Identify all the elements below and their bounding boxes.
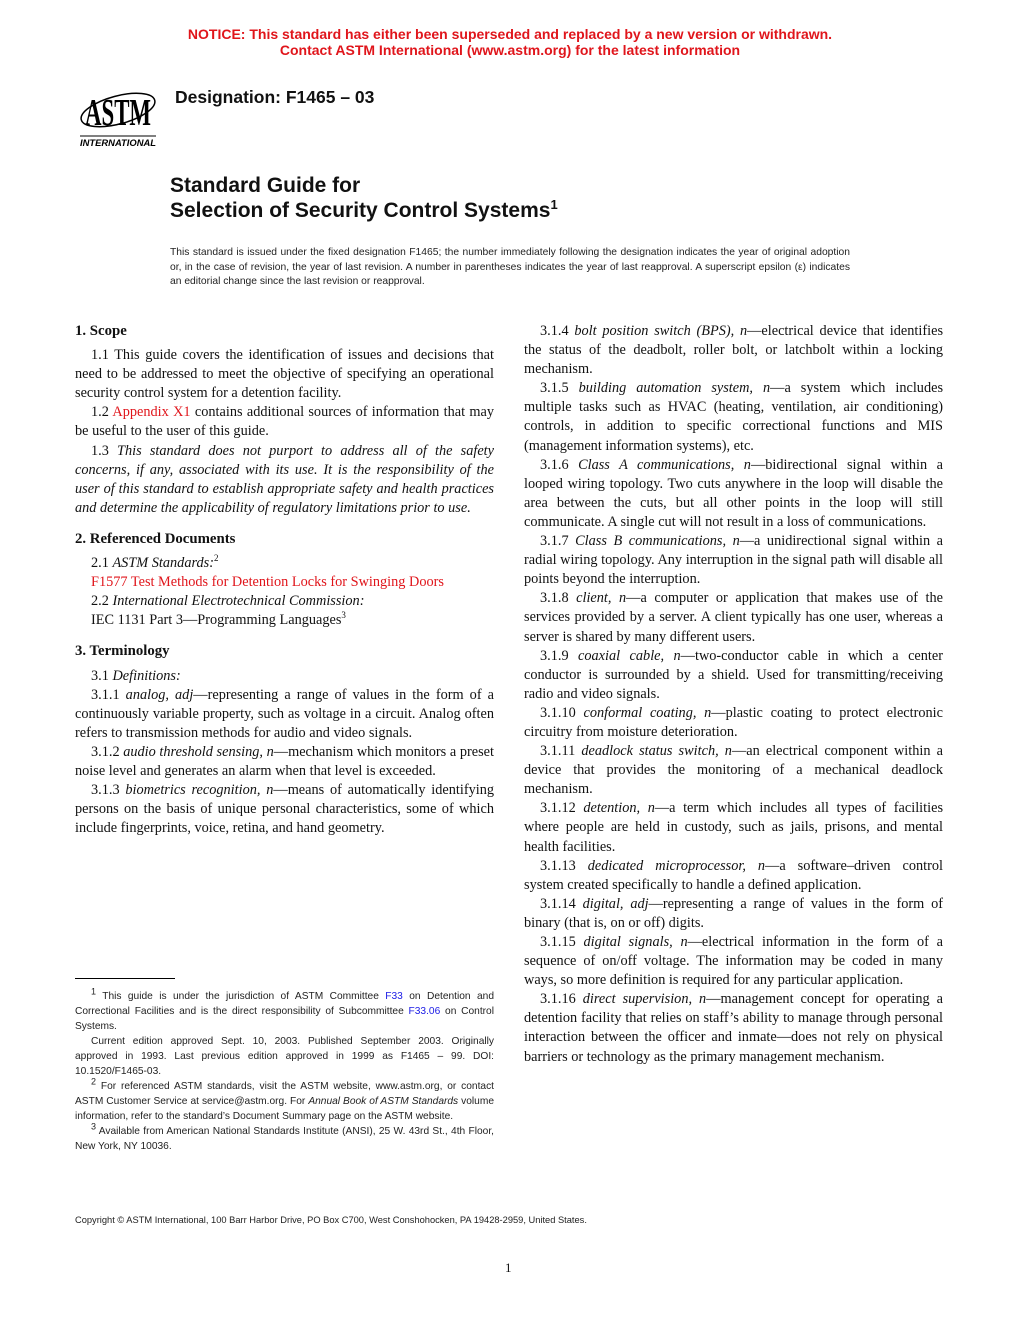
paragraph [524, 456, 943, 532]
italic-text: building automation system, n [578, 380, 771, 397]
footnotes [75, 986, 495, 1154]
svg-text:ASTM: ASTM [85, 92, 151, 134]
paragraph [524, 704, 943, 742]
text-segment: 1.2 [91, 404, 113, 421]
right-column [524, 322, 943, 1067]
paragraph [524, 799, 943, 856]
italic-text: deadlock status switch, n [581, 743, 732, 760]
reference-link[interactable]: F33.06 [408, 1006, 441, 1017]
text-segment: —a software–driven control system created specifically to handle a defined application. [524, 857, 944, 893]
text-segment: 1. Scope [75, 323, 127, 339]
text-segment: —management concept for operating a detention facility that relies on staff’s ability to manage through personal interaction between the officer and inmate—does not rely on physical barriers or technology as the primary management mechanism. [524, 991, 943, 1065]
paragraph [75, 554, 494, 573]
section-heading [75, 530, 494, 549]
paragraph [75, 442, 494, 518]
paragraph [75, 686, 494, 743]
text-segment: 2. Referenced Documents [75, 530, 236, 547]
paragraph [524, 895, 943, 933]
title-line-1: Standard Guide for [170, 174, 361, 197]
paragraph [75, 667, 494, 686]
italic-text: Definitions: [112, 667, 181, 684]
italic-text: dedicated microprocessor, n [587, 857, 766, 874]
paragraph [524, 857, 943, 895]
italic-text: audio threshold sensing, n [123, 743, 274, 760]
left-column [75, 322, 494, 838]
paragraph [524, 379, 943, 455]
paragraph [75, 592, 494, 611]
text-segment: 1.3 [91, 442, 118, 459]
paragraph [75, 781, 494, 838]
paragraph [524, 589, 943, 646]
astm-logo-icon [76, 80, 160, 150]
text-segment: 2.1 [91, 555, 113, 572]
notice-line-1: NOTICE: This standard has either been superseded and replaced by a new version or withdrawn. [187, 26, 833, 42]
italic-text: direct supervision, n [582, 991, 707, 1008]
footnote-ref[interactable]: 3 [91, 1121, 97, 1132]
reference-link[interactable]: Appendix X1 [112, 404, 191, 421]
text-segment: 3.1.7 [540, 533, 576, 550]
designation: Designation: F1465 – 03 [175, 87, 375, 107]
text-segment: volume information, refer to the standard’s Document Summary page on the ASTM website. [75, 1096, 495, 1122]
text-segment: 3.1.10 [540, 704, 584, 721]
italic-text: biometrics recognition, n [125, 782, 274, 799]
footnote [75, 1076, 495, 1124]
paragraph [524, 742, 943, 799]
footnote-ref[interactable]: 2 [214, 553, 219, 564]
copyright: Copyright © ASTM International, 100 Barr Harbor Drive, PO Box C700, West Conshohocken, PA 19428-2959, United States. [75, 1215, 587, 1225]
section-heading [75, 642, 494, 661]
withdrawal-notice [0, 26, 1020, 58]
text-segment: —mechanism which monitors a preset noise level and generates an alarm when that level is exceeded. [75, 743, 494, 779]
paragraph [75, 743, 494, 781]
text-segment: —two-conductor cable in which a center conductor is surrounded by a shield. Used for transmitting/receiving radio and video signals. [524, 647, 943, 702]
footnote [75, 1034, 494, 1079]
notice-line-2: Contact ASTM International (www.astm.org) for the latest information [279, 42, 741, 58]
text-segment: —an electrical component within a device that provides the monitoring of a mechanical deadlock mechanism. [524, 743, 943, 798]
reference-link[interactable]: F33 [385, 991, 403, 1002]
italic-text: bolt position switch (BPS), n [574, 323, 748, 339]
footnote [75, 1121, 494, 1154]
footnote-ref[interactable]: 3 [341, 610, 346, 621]
text-segment: 1.1 This guide covers the identification of issues and decisions that need to be addressed to meet the objective of specifying an operational security control system for a detention facility. [75, 347, 494, 402]
italic-text: coaxial cable, n [578, 647, 681, 664]
paragraph [524, 990, 943, 1066]
text-segment: on Control Systems. [75, 1006, 494, 1032]
text-segment: 3.1 [91, 667, 113, 684]
reference-item [91, 573, 494, 592]
paragraph [75, 403, 494, 441]
text-segment: 3.1.3 [91, 782, 126, 799]
text-segment: 3.1.14 [540, 895, 583, 912]
text-segment: —a computer or application that makes use of the services provided by a server. A client typically has one user, whereas a server is shared by many different users. [524, 590, 943, 645]
text-segment: —representing a range of values in the form of a continuously variable property, such as voltage in a circuit. Analog often refers to transmission methods for audio and video signals. [75, 686, 494, 741]
italic-text: digital, adj [582, 895, 649, 912]
italic-text: conformal coating, n [583, 704, 712, 721]
text-segment: 3.1.6 [540, 456, 579, 473]
paragraph [524, 322, 943, 379]
text-segment: 3.1.11 [540, 743, 582, 760]
text-segment: —a unidirectional signal within a radial wiring topology. Any interruption in the signal path will disable all points beyond the interruption. [524, 533, 943, 588]
italic-text: Class B communications, n [575, 533, 740, 550]
text-segment: —means of automatically identifying persons on the basis of unique personal characteristics, some of which include fingerprints, voice, retina, and hand geometry. [75, 782, 494, 837]
title-footnote-ref[interactable]: 1 [550, 197, 558, 212]
text-segment: IEC 1131 Part 3—Programming Languages [91, 612, 342, 629]
text-segment: 3.1.1 [91, 686, 126, 703]
text-segment: —a system which includes multiple tasks such as HVAC (heating, ventilation, air conditioning) controls, in addition to specific correctional functions and MIS (management information systems), etc. [524, 380, 944, 454]
italic-text: Annual Book of ASTM Standards [308, 1096, 459, 1107]
footnote [75, 986, 494, 1034]
text-segment: Current edition approved Sept. 10, 2003. Published September 2003. Originally approved in 1993. Last previous edition approved in 1999 as F1465 – 99. DOI: 10.1520/F1465-03. [75, 1036, 494, 1077]
text-segment: —bidirectional signal within a looped wiring topology. Two cuts anywhere in the loop will disable the area between the cuts, but all other points in the loop will still communicate. A single cut will not result in a loss of communications. [524, 456, 943, 530]
text-segment: contains additional sources of information that may be useful to the user of this guide. [75, 404, 494, 440]
italic-text: detention, n [583, 800, 655, 817]
text-segment: 3.1.15 [540, 934, 584, 950]
text-segment: —electrical information in the form of a sequence of on/off voltage. The information may be coded in many ways, so more definition is required for any particular application. [524, 934, 943, 989]
text-segment: 3.1.5 [540, 380, 579, 397]
reference-link[interactable]: F1577 Test Methods for Detention Locks for Swinging Doors [91, 574, 444, 591]
text-segment: 3.1.4 [540, 323, 575, 339]
paragraph [524, 647, 943, 704]
paragraph [524, 532, 943, 589]
paragraph [524, 933, 943, 990]
italic-text: International Electrotechnical Commission: [112, 593, 365, 610]
text-segment: 3.1.16 [540, 991, 583, 1008]
italic-text: client, n [576, 590, 627, 607]
text-segment: For referenced ASTM standards, visit the ASTM website, www.astm.org, or contact ASTM Customer Service at service@astm.org. For [75, 1081, 494, 1107]
text-segment: Available from American National Standards Institute (ANSI), 25 W. 43rd St., 4th Floor, New York, NY 10036. [75, 1126, 494, 1152]
italic-text: analog, adj [125, 686, 194, 703]
astm-logo [76, 80, 160, 150]
paragraph [75, 611, 494, 630]
text-segment: 3. Terminology [75, 643, 170, 660]
text-segment: This guide is under the jurisdiction of ASTM Committee [96, 991, 386, 1002]
paragraph [75, 346, 494, 403]
text-segment: —electrical device that identifies the status of the deadbolt, roller bolt, or latchbolt within a locking mechanism. [524, 323, 944, 378]
italic-text: ASTM Standards: [112, 555, 214, 572]
italic-text: This standard does not purport to address all of the safety concerns, if any, associated with its use. It is the responsibility of the user of this standard to establish appropriate safety and health practices and determine the applicability of regulatory limitations prior to use. [75, 442, 494, 516]
text-segment: —plastic coating to protect electronic circuitry from moisture deterioration. [524, 704, 944, 740]
footnote-ref[interactable]: 1 [91, 986, 97, 997]
text-segment: 3.1.13 [540, 857, 588, 874]
section-heading [75, 322, 494, 341]
title-line-2: Selection of Security Control Systems [170, 199, 551, 222]
document-title [170, 173, 558, 223]
text-segment: —a term which includes all types of facilities where people are held in custody, such as jails, prisons, and mental health facilities. [524, 800, 944, 855]
text-segment: on Detention and Correctional Facilities and is the direct responsibility of Subcommittee [75, 991, 494, 1017]
text-segment: 3.1.12 [540, 800, 584, 817]
footnote-ref[interactable]: 2 [91, 1076, 97, 1087]
text-segment: 3.1.8 [540, 590, 577, 607]
svg-text:INTERNATIONAL: INTERNATIONAL [80, 138, 156, 148]
preamble: This standard is issued under the fixed designation F1465; the number immediately following the designation indicates the year of original adoption or, in the case of revision, the year of last revision. A number in parentheses indicates the year of last reapproval. A superscript epsilon (ε) indicates an editorial change since the last revision or reapproval. [170, 247, 850, 288]
text-segment: 3.1.2 [91, 743, 124, 760]
page-number: 1 [505, 1260, 512, 1275]
italic-text: Class A communications, n [578, 456, 751, 473]
text-segment: 2.2 [91, 593, 113, 610]
italic-text: digital signals, n [583, 934, 688, 950]
text-segment: 3.1.9 [540, 647, 579, 664]
text-segment: —representing a range of values in the form of binary (that is, on or off) digits. [524, 895, 943, 931]
footnote-divider [75, 978, 175, 979]
